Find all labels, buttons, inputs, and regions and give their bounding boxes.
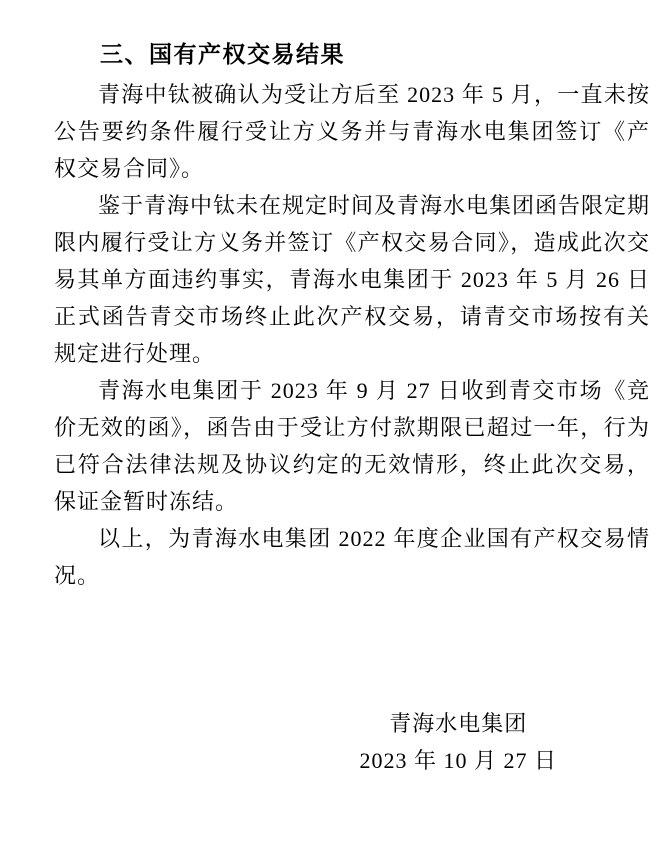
body-paragraph-2: 鉴于青海中钛未在规定时间及青海水电集团函告限定期限内履行受让方义务并签订《产权交易合同》，造成此次交易其单方面违约事实，青海水电集团于 2023 年 5 月 26 日正式函告青交市场终止此次产权交易，请青交市场按有关规定进行处理。 xyxy=(54,193,651,366)
signature-date: 2023 年 10 月 27 日 xyxy=(359,748,557,773)
body-paragraph-1: 青海中钛被确认为受让方后至 2023 年 5 月，一直未按公告要约条件履行受让方义务并与青海水电集团签订《产权交易合同》。 xyxy=(54,82,650,181)
section-heading: 三、国有产权交易结果 xyxy=(100,41,345,67)
body-paragraph-4: 以上，为青海水电集团 2022 年度企业国有产权交易情况。 xyxy=(54,526,650,588)
blank-space xyxy=(54,594,650,705)
signature-organization: 青海水电集团 xyxy=(389,711,528,736)
signature-block xyxy=(359,705,557,779)
body-paragraph-3: 青海水电集团于 2023 年 9 月 27 日收到青交市场《竞价无效的函》，函告由于受让方付款期限已超过一年，行为已符合法律法规及协议约定的无效情形，终止此次交易，保证金暂时冻结。 xyxy=(54,378,650,514)
